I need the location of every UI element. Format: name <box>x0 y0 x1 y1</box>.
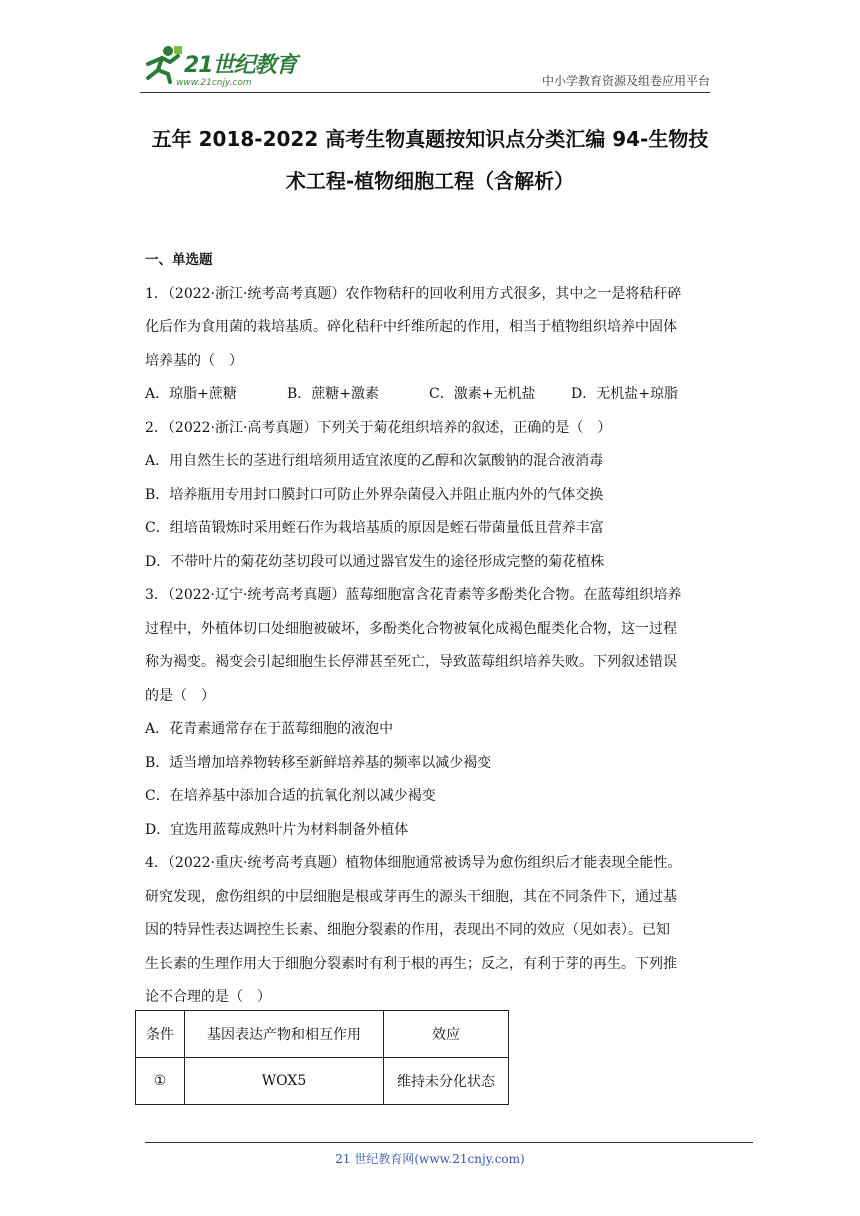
title-line-1: 五年 2018-2022 高考生物真题按知识点分类汇编 94-生物技 <box>151 127 709 151</box>
option-d: D．不带叶片的菊花幼茎切段可以通过器官发生的途径形成完整的菊花植株 <box>145 553 605 570</box>
logo <box>140 44 310 92</box>
logo-text: 21世纪教育 <box>184 53 297 78</box>
question-1 <box>145 278 715 412</box>
table-cell: WOX5 <box>185 1058 384 1105</box>
option-b: B．培养瓶用专用封口膜封口可防止外界杂菌侵入并阻止瓶内外的气体交换 <box>145 486 604 503</box>
question-line: 2．（2022·浙江·高考真题）下列关于菊花组织培养的叙述，正确的是（ ） <box>145 419 612 436</box>
table-header-row <box>136 1011 509 1058</box>
logo-url: www.21cnjy.com <box>176 78 252 88</box>
header-divider <box>140 92 710 93</box>
footer-divider <box>145 1142 753 1143</box>
table-header-cell: 效应 <box>384 1011 509 1058</box>
question-line: 因的特异性表达调控生长素、细胞分裂素的作用，表现出不同的效应（见如表）。已知 <box>145 922 670 938</box>
footer-link[interactable]: 21 世纪教育网(www.21cnjy.com) <box>335 1152 525 1166</box>
table-header-cell: 基因表达产物和相互作用 <box>185 1011 384 1058</box>
section-heading: 一、单选题 <box>145 252 213 268</box>
question-content <box>145 244 715 1015</box>
option-c: C．组培苗锻炼时采用蛭石作为栽培基质的原因是蛭石带菌量低且营养丰富 <box>145 520 604 536</box>
question-line: 论不合理的是（ ） <box>145 989 271 1005</box>
question-line: 研究发现，愈伤组织的中层细胞是根或芽再生的源头干细胞，其在不同条件下，通过基 <box>145 888 677 905</box>
question-4 <box>145 847 715 1015</box>
question-line: 1．（2022·浙江·统考高考真题）农作物秸秆的回收利用方式很多，其中之一是将秸秆碎 <box>145 285 682 302</box>
title-line-2: 术工程-植物细胞工程（含解析） <box>285 169 575 193</box>
option-d: D．宜选用蓝莓成熟叶片为材料制备外植体 <box>145 821 409 838</box>
page-header <box>0 0 860 100</box>
option-b: B．适当增加培养物转移至新鲜培养基的频率以减少褐变 <box>145 754 492 771</box>
question-3 <box>145 579 715 847</box>
option-c: C．在培养基中添加合适的抗氧化剂以减少褐变 <box>145 788 436 804</box>
document-title <box>100 118 760 202</box>
platform-label: 中小学教育资源及组卷应用平台 <box>541 74 710 88</box>
question-line: 培养基的（ ） <box>145 352 243 369</box>
option-a: A．花青素通常存在于蓝莓细胞的液泡中 <box>145 721 394 737</box>
question-line: 3．（2022·辽宁·统考高考真题）蓝莓细胞富含花青素等多酚类化合物。在蓝莓组织培养 <box>145 587 682 603</box>
question-line: 的是（ ） <box>145 687 215 704</box>
option-d: D．无机盐+琼脂 <box>571 386 678 402</box>
option-a: A．用自然生长的茎进行组培须用适宜浓度的乙醇和次氯酸钠的混合液消毒 <box>145 453 604 469</box>
effect-table <box>135 1010 509 1105</box>
question-line: 称为褐变。褐变会引起细胞生长停滞甚至死亡，导致蓝莓组织培养失败。下列叙述错误 <box>145 654 677 670</box>
question-line: 过程中，外植体切口处细胞被破坏，多酚类化合物被氧化成褐色醌类化合物，这一过程 <box>145 620 677 637</box>
question-2 <box>145 412 715 580</box>
option-b: B．蔗糖+激素 <box>287 386 380 402</box>
question-line: 化后作为食用菌的栽培基质。碎化秸秆中纤维所起的作用，相当于植物组织培养中固体 <box>145 319 677 335</box>
question-line: 4．（2022·重庆·统考高考真题）植物体细胞通常被诱导为愈伤组织后才能表现全能性。 <box>145 855 682 871</box>
table-header-cell: 条件 <box>136 1011 185 1058</box>
option-a: A．琼脂+蔗糖 <box>145 386 237 402</box>
table-cell: ① <box>136 1058 185 1105</box>
question-line: 生长素的生理作用大于细胞分裂素时有利于根的再生；反之，有利于芽的再生。下列推 <box>145 955 677 972</box>
table-cell: 维持未分化状态 <box>384 1058 509 1105</box>
options-row <box>145 378 715 412</box>
option-c: C．激素+无机盐 <box>429 386 536 402</box>
table-row <box>136 1058 509 1105</box>
